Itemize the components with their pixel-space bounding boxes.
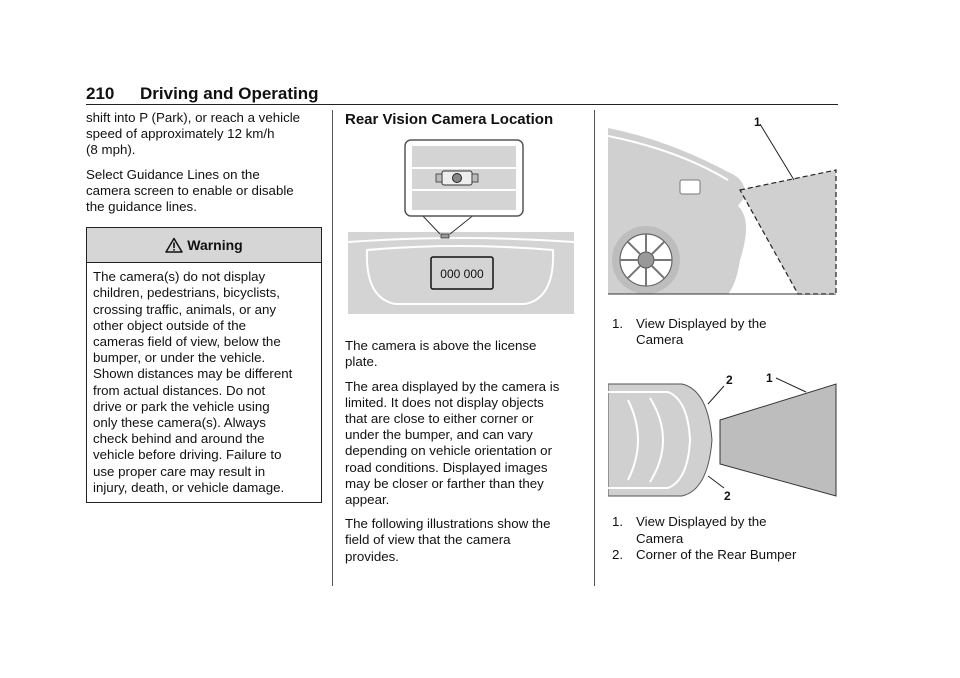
paragraph: Select Guidance Lines on the camera screen to enable or disable the guidance lines. (86, 166, 294, 215)
column-3 (608, 110, 838, 563)
caption-number: 2. (612, 546, 624, 562)
column-2 (345, 110, 585, 573)
warning-triangle-icon (165, 237, 183, 253)
caption-item (608, 514, 838, 546)
warning-header (87, 228, 321, 263)
caption-item (608, 547, 838, 563)
callout-1: 1 (754, 115, 761, 129)
callout-2-bottom: 2 (724, 489, 731, 501)
warning-box (86, 227, 322, 503)
warning-title: Warning (187, 237, 243, 254)
column-divider (594, 110, 595, 586)
caption-text: View Displayed by the Camera (636, 316, 767, 348)
caption-item (608, 316, 838, 348)
figure-2-caption (608, 514, 838, 563)
caption-number: 1. (612, 316, 624, 331)
page-header (86, 84, 838, 104)
caption-text: View Displayed by the Camera (636, 514, 767, 546)
callout-1: 1 (766, 371, 773, 386)
caption-number: 1. (612, 514, 624, 530)
callout-2-top: 2 (726, 373, 733, 388)
paragraph: shift into P (Park), or reach a vehicle speed of approximately 12 km/h (8 mph). (86, 110, 301, 158)
paragraph: The camera is above the license plate. (345, 338, 537, 370)
caption-text: Corner of the Rear Bumper (636, 546, 797, 562)
column-divider (332, 110, 333, 586)
header-rule (86, 104, 838, 105)
figure-1-caption (608, 316, 838, 348)
section-title: Driving and Operating (140, 84, 319, 103)
paragraph: The area displayed by the camera is limited. It does not display objects that are close to either corner or under the bumper, and can vary depending on vehicle orientation or road conditions. Displayed images may be closer or farther than they appear. (345, 378, 560, 508)
license-plate-text: 000 000 (440, 267, 484, 282)
warning-text: The camera(s) do not display children, pedestrians, bicyclists, crossing traffic, animals, or any other object outside of the cameras field of view, below the bumper, or under the vehicle. Shown distances may be different from actual distances. Do not drive or park the vehicle using only these camera(s). Always check behind and around the vehicle before driving. Failure to use proper care may result in injury, death, or vehicle damage. (93, 269, 293, 495)
side-view-illustration (608, 110, 838, 296)
column-1 (86, 110, 322, 503)
camera-location-illustration (345, 138, 575, 318)
paragraph: The following illustrations show the field of view that the camera provides. (345, 516, 551, 564)
top-view-illustration (608, 370, 838, 500)
page-number: 210 (86, 84, 115, 103)
subsection-title: Rear Vision Camera Location (345, 111, 554, 128)
